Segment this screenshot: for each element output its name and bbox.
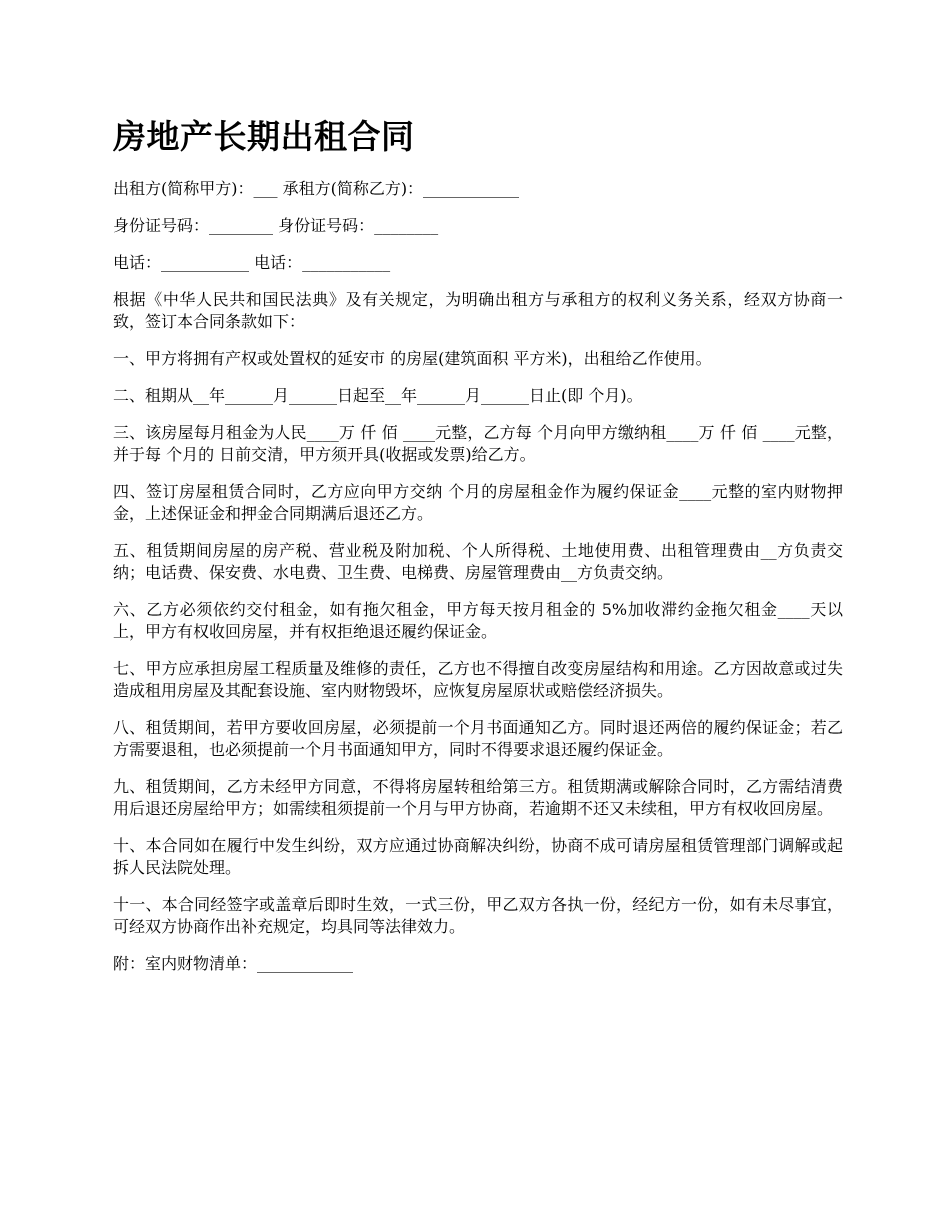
id-numbers-line: 身份证号码：________ 身份证号码：________ (113, 216, 439, 235)
clause-8: 八、租赁期间，若甲方要收回房屋，必须提前一个月书面通知乙方。同时退还两倍的履约保证金；若乙方需要退租，也必须提前一个月书面通知甲方，同时不得要求退还履约保证金。 (113, 718, 843, 759)
clause-3: 三、该房屋每月租金为人民____万 仟 佰 ____元整，乙方每 个月向甲方缴纳租____万 仟 佰 ____元整，并于每 个月的 日前交清，甲方须开具(收据或发票)给乙方。 (113, 423, 843, 464)
appendix-inventory-line: 附：室内财物清单：____________ (113, 954, 354, 973)
clause-10: 十、本合同如在履行中发生纠纷，双方应通过协商解决纠纷，协商不成可请房屋租赁管理部门调解或起拆人民法院处理。 (113, 836, 843, 877)
clause-7: 七、甲方应承担房屋工程质量及维修的责任，乙方也不得擅自改变房屋结构和用途。乙方因故意或过失造成租用房屋及其配套设施、室内财物毁坏，应恢复房屋原状或赔偿经济损失。 (113, 659, 843, 700)
clause-6: 六、乙方必须依约交付租金，如有拖欠租金，甲方每天按月租金的 5%加收滞约金拖欠租金____天以上，甲方有权收回房屋，并有权拒绝退还履约保证金。 (113, 600, 843, 641)
document-title: 房地产长期出租合同 (113, 117, 415, 156)
clause-9: 九、租赁期间，乙方未经甲方同意，不得将房屋转租给第三方。租赁期满或解除合同时，乙方需结清费用后退还房屋给甲方；如需续租须提前一个月与甲方协商，若逾期不还又未续租，甲方有权收回房屋。 (113, 777, 843, 818)
clause-5: 五、租赁期间房屋的房产税、营业税及附加税、个人所得税、土地使用费、出租管理费由__方负责交纳；电话费、保安费、水电费、卫生费、电梯费、房屋管理费由__方负责交纳。 (113, 541, 843, 582)
preamble-paragraph: 根据《中华人民共和国民法典》及有关规定，为明确出租方与承租方的权利义务关系，经双方协商一致，签订本合同条款如下： (113, 290, 843, 331)
party-names-line: 出租方(简称甲方)：___ 承租方(简称乙方)：____________ (113, 179, 520, 198)
phone-numbers-line: 电话：___________ 电话：___________ (113, 253, 391, 272)
clause-11: 十一、本合同经签字或盖章后即时生效，一式三份，甲乙双方各执一份，经纪方一份，如有未尽事宜，可经双方协商作出补充规定，均具同等法律效力。 (113, 895, 843, 936)
document-page (113, 112, 843, 990)
clause-1: 一、甲方将拥有产权或处置权的延安市 的房屋(建筑面积 平方米)，出租给乙作使用。 (113, 349, 712, 368)
clause-2: 二、租期从__年______月______日起至__年______月______日止(即 个月)。 (113, 386, 643, 405)
clause-4: 四、签订房屋租赁合同时，乙方应向甲方交纳 个月的房屋租金作为履约保证金____元整的室内财物押金，上述保证金和押金合同期满后退还乙方。 (113, 482, 843, 523)
